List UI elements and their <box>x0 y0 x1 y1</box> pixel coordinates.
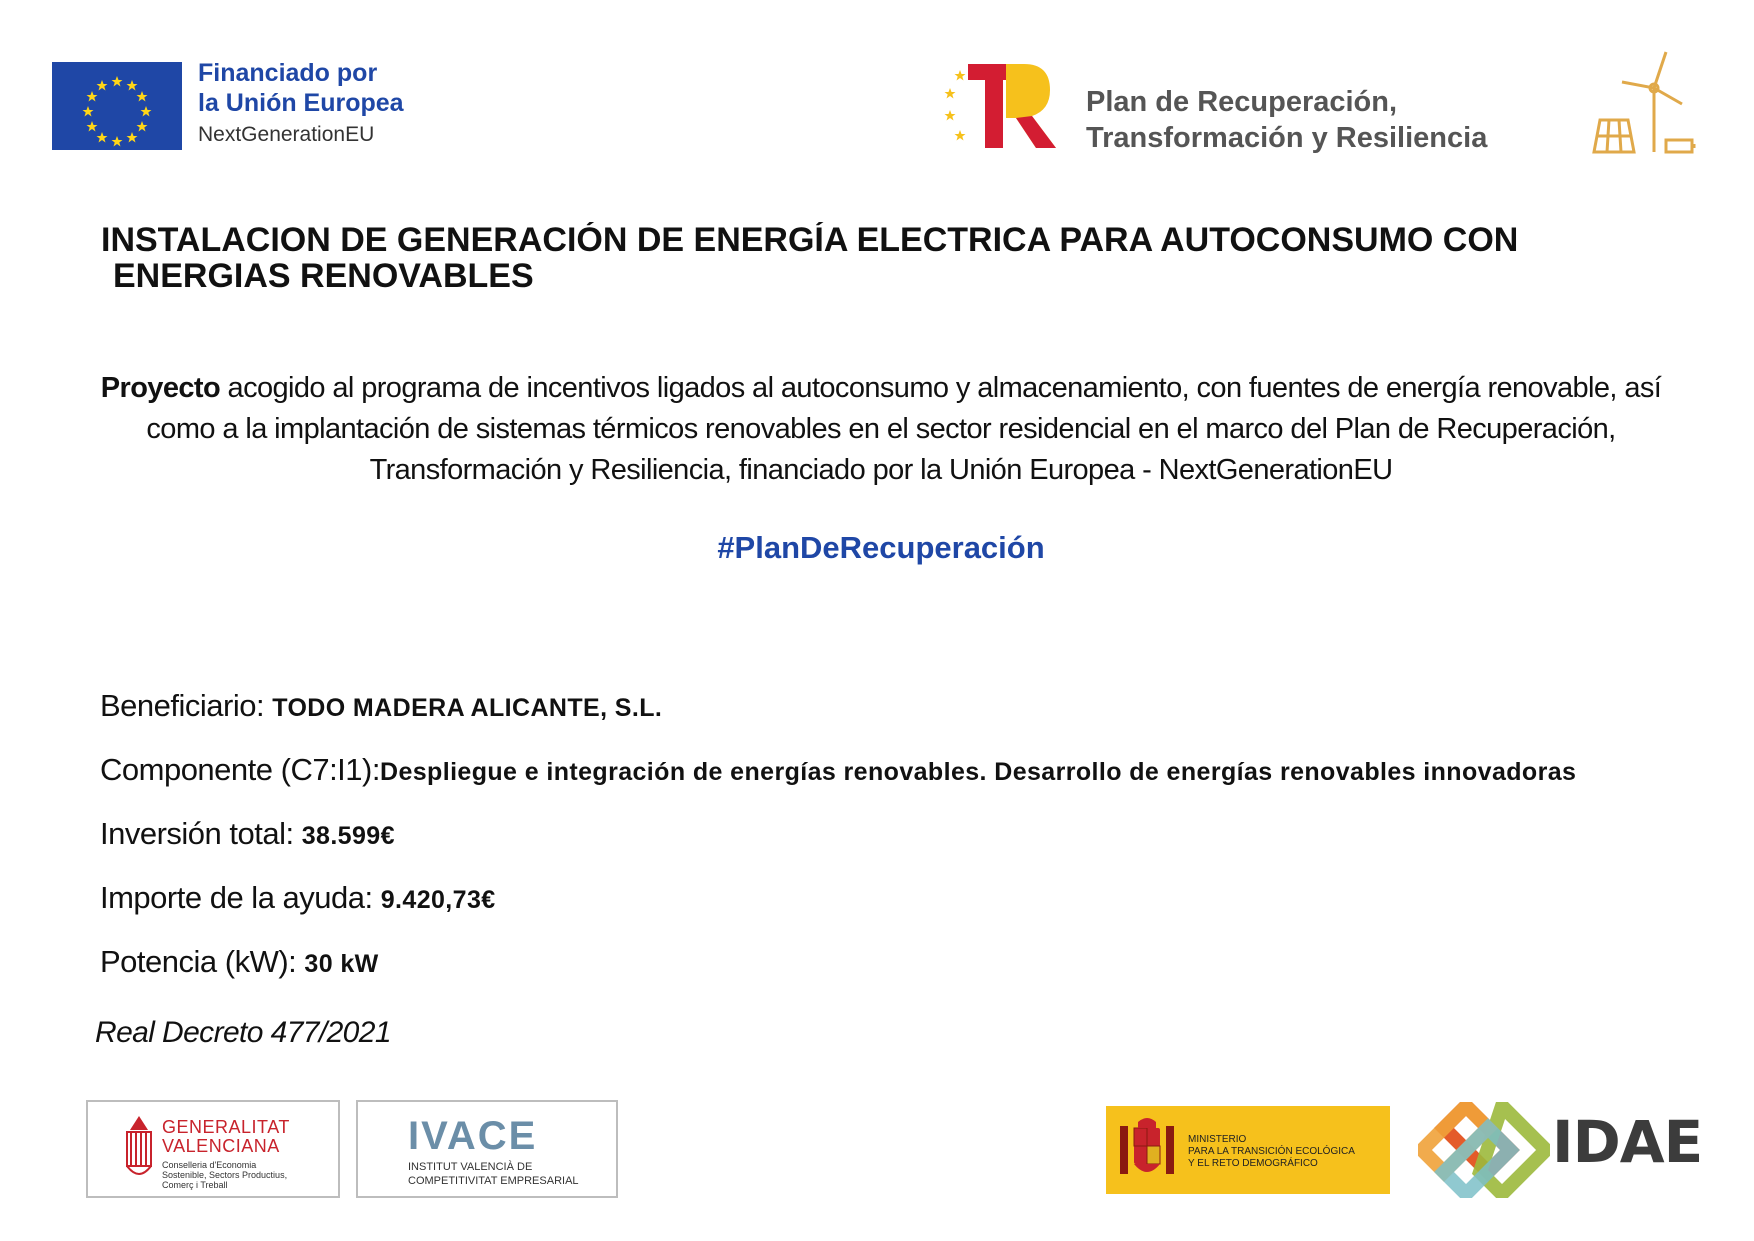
generalitat-crest-icon <box>124 1114 154 1184</box>
ministerio-line1: MINISTERIO <box>1188 1134 1247 1145</box>
eu-line1: Financiado por <box>198 59 378 87</box>
prtr-line1: Plan de Recuperación, <box>1086 86 1398 118</box>
ministerio-line3: Y EL RETO DEMOGRÁFICO <box>1188 1158 1318 1169</box>
field-componente <box>100 752 1666 796</box>
inversion-label: Inversión total: <box>100 816 302 851</box>
beneficiario-value: TODO MADERA ALICANTE, S.L. <box>272 694 663 722</box>
field-potencia <box>100 944 1680 988</box>
ministerio-logo <box>1106 1106 1390 1194</box>
ivace-sub2: COMPETITIVITAT EMPRESARIAL <box>408 1175 579 1187</box>
title-line1: INSTALACION DE GENERACIÓN DE ENERGÍA ELECTRICA PARA AUTOCONSUMO CON <box>101 222 1519 259</box>
prtr-logo-text <box>1086 84 1546 156</box>
potencia-value: 30 kW <box>304 950 379 978</box>
generalitat-logo <box>86 1100 340 1198</box>
importe-label: Importe de la ayuda: <box>100 880 381 915</box>
eu-line2: la Unión Europea <box>198 89 404 117</box>
ministerio-line2: PARA LA TRANSICIÓN ECOLÓGICA <box>1188 1146 1355 1157</box>
beneficiario-label: Beneficiario: <box>100 688 273 723</box>
generalitat-sub1: Conselleria d'Economia <box>162 1160 257 1170</box>
real-decreto: Real Decreto 477/2021 <box>95 1016 391 1049</box>
description-text: acogido al programa de incentivos ligados al autoconsumo y almacenamiento, con fuentes de energía renovable, así como a la implantación de sistemas térmicos renovables en el sector residencial en el marco del Plan de Recuperación, Transformación y Resiliencia, financiado por la Unión Europea - NextGenerationEU <box>146 372 1662 486</box>
prtr-line2: Transformación y Resiliencia <box>1086 122 1488 154</box>
page-title <box>101 222 1671 302</box>
idae-logo-mark <box>1418 1102 1550 1198</box>
project-description <box>96 368 1666 491</box>
idae-knot-icon <box>1418 1102 1550 1198</box>
prtr-logo-mark <box>940 58 1060 154</box>
field-inversion <box>100 816 1680 860</box>
field-importe <box>100 880 1680 924</box>
ivace-name: IVACE <box>408 1114 538 1158</box>
generalitat-line2: VALENCIANA <box>162 1136 280 1156</box>
prtr-tr-icon <box>940 58 1060 154</box>
hashtag: #PlanDeRecuperación <box>717 530 1045 565</box>
ivace-logo <box>356 1100 618 1198</box>
componente-label: Componente (C7:I1): <box>100 752 380 787</box>
componente-value: Despliegue e integración de energías renovables. Desarrollo de energías renovables innovadoras <box>379 758 1577 786</box>
spain-coat-of-arms-icon <box>1116 1114 1178 1186</box>
title-line2: ENERGIAS RENOVABLES <box>113 257 534 295</box>
idae-name: IDAE <box>1552 1108 1703 1176</box>
potencia-label: Potencia (kW): <box>100 944 305 979</box>
field-beneficiario <box>100 688 1680 732</box>
generalitat-line1: GENERALITAT <box>162 1117 290 1137</box>
renewable-energy-icon <box>1586 48 1698 160</box>
description-lead: Proyecto <box>100 372 221 404</box>
ivace-sub1: INSTITUT VALENCIÀ DE <box>408 1161 533 1173</box>
inversion-value: 38.599€ <box>301 822 395 850</box>
generalitat-sub3: Comerç i Treball <box>162 1180 228 1190</box>
generalitat-sub2: Sostenible, Sectors Productius, <box>162 1170 288 1180</box>
eu-logo-text <box>198 58 458 150</box>
eu-stars-icon <box>52 62 182 150</box>
eu-flag-logo <box>52 62 182 150</box>
importe-value: 9.420,73€ <box>380 886 496 914</box>
eu-line3: NextGenerationEU <box>198 123 375 146</box>
